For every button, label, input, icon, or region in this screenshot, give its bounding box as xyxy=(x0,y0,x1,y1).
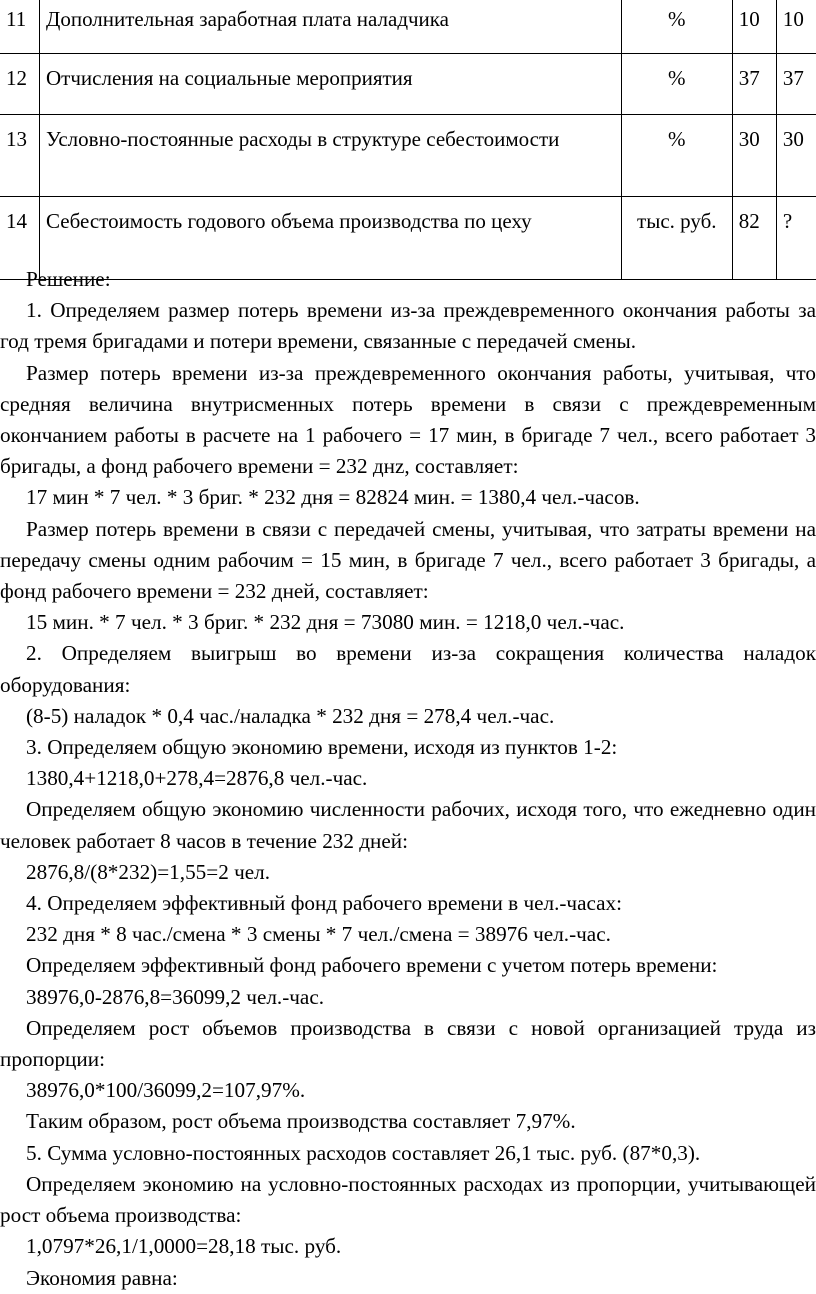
row-name: Отчисления на социальные мероприятия xyxy=(40,54,622,115)
paragraph: 5. Сумма условно-постоянных расходов составляет 26,1 тыс. руб. (87*0,3). xyxy=(26,1140,701,1165)
solution-text xyxy=(0,264,816,1294)
row-unit: % xyxy=(621,54,732,115)
row-name: Себестоимость годового объема производства по цеху xyxy=(40,197,622,280)
paragraph: 2. Определяем выигрыш во времени из-за сокращения количества наладок оборудования: xyxy=(0,641,816,697)
row-number: 12 xyxy=(0,54,40,115)
row-name: Дополнительная заработная плата наладчика xyxy=(40,0,622,54)
formula-line: 232 дня * 8 час./смена * 3 смены * 7 чел./смена = 38976 чел.-час. xyxy=(26,922,611,947)
row-value-2: 37 xyxy=(776,54,816,115)
row-value-1: 82 xyxy=(732,197,776,280)
table-row xyxy=(0,0,816,54)
row-number: 13 xyxy=(0,115,40,197)
row-value-2: 10 xyxy=(776,0,816,54)
paragraph: Определяем эффективный фонд рабочего времени с учетом потерь времени: xyxy=(26,953,718,978)
row-name: Условно-постоянные расходы в структуре себестоимости xyxy=(40,115,622,197)
row-number: 11 xyxy=(0,0,40,54)
row-unit: % xyxy=(621,0,732,54)
paragraph: 3. Определяем общую экономию времени, исходя из пунктов 1-2: xyxy=(26,735,618,760)
paragraph: Определяем экономию на условно-постоянных расходах из пропорции, учитывающей рост объема производства: xyxy=(0,1171,816,1228)
paragraph: Таким образом, рост объема производства составляет 7,97%. xyxy=(26,1109,576,1134)
paragraph: 1. Определяем размер потерь времени из-за преждевременного окончания работы за год тремя бригадами и потери времени, связанные с передачей смены. xyxy=(0,298,816,354)
table-row xyxy=(0,115,816,197)
table-row xyxy=(0,54,816,115)
formula-line: 2876,8/(8*232)=1,55=2 чел. xyxy=(26,859,271,884)
paragraph: Размер потерь времени из-за преждевременного окончания работы, учитывая, что средняя величина внутрисменных потерь времени в связи с преждевременным окончанием работы в расчете на 1 рабочего = 17 мин, в бригаде 7 чел., всего работает 3 бригады, а фонд рабочего времени = 232 днz, составляет: xyxy=(0,360,816,479)
parameters-table xyxy=(0,0,816,280)
formula-line: (8-5) наладок * 0,4 час./наладка * 232 дня = 278,4 чел.-час. xyxy=(26,703,555,728)
row-value-2: ? xyxy=(776,197,816,280)
formula-line: 15 мин. * 7 чел. * 3 бриг. * 232 дня = 73080 мин. = 1218,0 чел.-час. xyxy=(26,610,625,635)
row-value-1: 10 xyxy=(732,0,776,54)
formula-line: 17 мин * 7 чел. * 3 бриг. * 232 дня = 82824 мин. = 1380,4 чел.-часов. xyxy=(26,485,640,510)
row-unit: тыс. руб. xyxy=(621,197,732,280)
paragraph: Определяем рост объемов производства в связи с новой организацией труда из пропорции: xyxy=(0,1015,816,1072)
row-number: 14 xyxy=(0,197,40,280)
paragraph: Экономия равна: xyxy=(26,1265,178,1290)
row-value-2: 30 xyxy=(776,115,816,197)
row-unit: % xyxy=(621,115,732,197)
row-value-1: 30 xyxy=(732,115,776,197)
solution-heading: Решение: xyxy=(26,267,111,291)
formula-line: 1,0797*26,1/1,0000=28,18 тыс. руб. xyxy=(26,1234,342,1259)
formula-line: 38976,0-2876,8=36099,2 чел.-час. xyxy=(26,984,325,1009)
paragraph: Размер потерь времени в связи с передачей смены, учитывая, что затраты времени на передачу смены одним рабочим = 15 мин, в бригаде 7 чел., всего работает 3 бригады, а фонд рабочего времени = 232 дней, составляет: xyxy=(0,516,816,604)
formula-line: 38976,0*100/36099,2=107,97%. xyxy=(26,1078,306,1103)
row-value-1: 37 xyxy=(732,54,776,115)
paragraph: 4. Определяем эффективный фонд рабочего времени в чел.-часах: xyxy=(26,891,623,916)
paragraph: Определяем общую экономию численности рабочих, исходя того, что ежедневно один человек работает 8 часов в течение 232 дней: xyxy=(0,797,816,853)
formula-line: 1380,4+1218,0+278,4=2876,8 чел.-час. xyxy=(26,766,368,791)
